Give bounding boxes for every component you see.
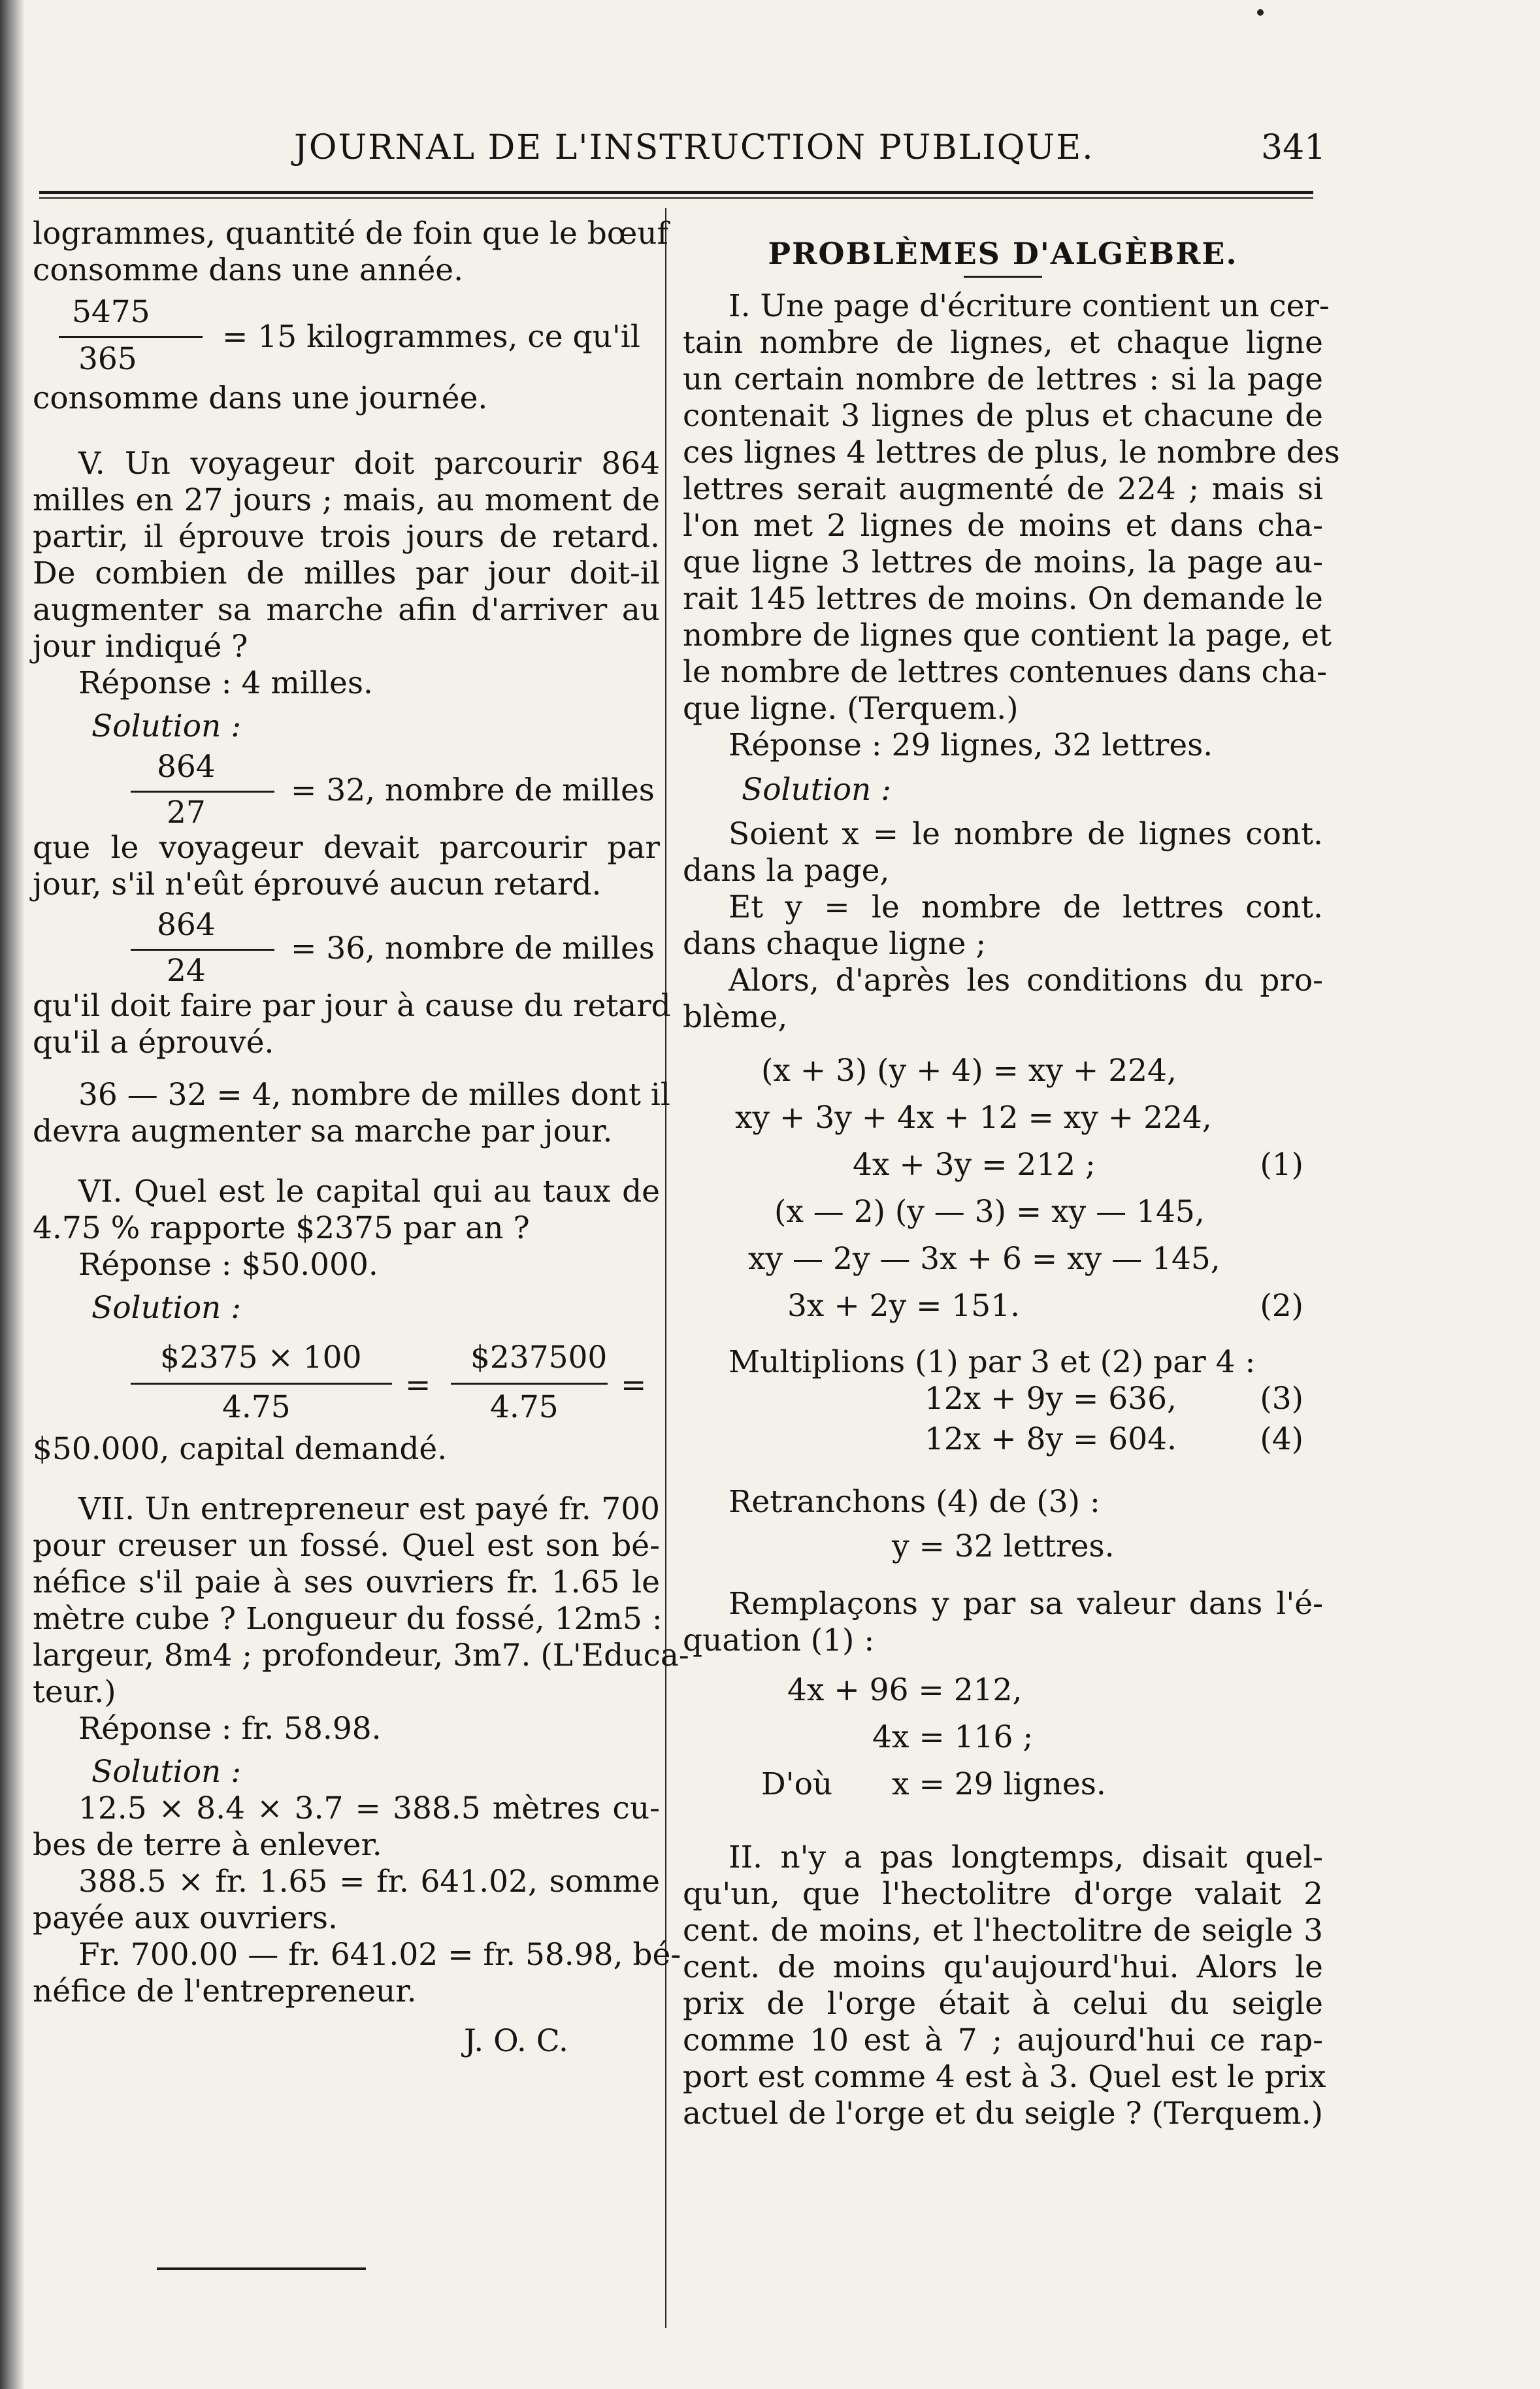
problem-i-line: nombre de lignes que contient la page, et bbox=[683, 618, 1332, 653]
answer-line: Réponse : 29 lignes, 32 lettres. bbox=[729, 727, 1213, 763]
section-heading: PROBLÈMES D'ALGÈBRE. bbox=[768, 236, 1238, 271]
problem-v-line: partir, il éprouve trois jours de retard. bbox=[33, 519, 660, 555]
text-line: Multiplions (1) par 3 et (2) par 4 : bbox=[729, 1344, 1256, 1380]
text-line: qu'il doit faire par jour à cause du retard bbox=[33, 988, 671, 1024]
equation-text: (x — 2) (y — 3) = xy — 145, bbox=[774, 1194, 1205, 1230]
header-rule bbox=[39, 191, 1313, 194]
text-line: devra augmenter sa marche par jour. bbox=[33, 1113, 613, 1149]
text-line: que le voyageur devait parcourir par bbox=[33, 830, 660, 866]
equals-sign: = bbox=[621, 1367, 647, 1403]
equation-number: (4) bbox=[1260, 1421, 1303, 1457]
problem-vi-line: 4.75 % rapporte $2375 par an ? bbox=[33, 1210, 530, 1246]
header-rule-thin bbox=[39, 197, 1313, 199]
column-divider bbox=[665, 208, 666, 2328]
page-number: 341 bbox=[1261, 128, 1326, 167]
solution-label: Solution : bbox=[742, 772, 892, 808]
equation-line bbox=[683, 1672, 1323, 1719]
equation-line bbox=[683, 1288, 1323, 1335]
fraction-denominator: 4.75 bbox=[222, 1389, 291, 1425]
problem-ii-line: cent. de moins, et l'hectolitre de seigle 3 bbox=[683, 1913, 1323, 1949]
fraction-numerator: 864 bbox=[157, 907, 216, 943]
answer-line: Réponse : fr. 58.98. bbox=[78, 1711, 382, 1747]
equation-text: 12x + 9y = 636, bbox=[925, 1381, 1177, 1417]
problem-i-line: que ligne. (Terquem.) bbox=[683, 691, 1019, 727]
problem-vii-line: pour creuser un fossé. Quel est son bé- bbox=[33, 1528, 660, 1564]
heading-rule bbox=[964, 276, 1042, 278]
fraction-864-27 bbox=[33, 745, 660, 830]
text-line: dans la page, bbox=[683, 853, 890, 889]
fraction-denominator: 27 bbox=[167, 795, 206, 831]
problem-i-line: contenait 3 lignes de plus et chacune de bbox=[683, 398, 1323, 434]
equation-text: 4x = 116 ; bbox=[872, 1719, 1034, 1755]
problem-i-line: rait 145 lettres de moins. On demande le bbox=[683, 581, 1323, 617]
fraction-5475-365 bbox=[33, 289, 660, 380]
fraction-bar bbox=[131, 791, 274, 793]
problem-vii-line: mètre cube ? Longueur du fossé, 12m5 : bbox=[33, 1601, 663, 1637]
equation-line bbox=[683, 1100, 1323, 1147]
problem-v-line: jour indiqué ? bbox=[33, 629, 248, 665]
problem-i-line: un certain nombre de lettres : si la page bbox=[683, 361, 1323, 397]
solution-label: Solution : bbox=[91, 1290, 242, 1326]
equation-text: (x + 3) (y + 4) = xy + 224, bbox=[761, 1053, 1177, 1089]
fraction-numerator: $237500 bbox=[470, 1340, 608, 1376]
text-line: 36 — 32 = 4, nombre de milles dont il bbox=[78, 1077, 670, 1113]
running-title: JOURNAL DE L'INSTRUCTION PUBLIQUE. bbox=[294, 128, 1094, 167]
equals-sign: = bbox=[405, 1367, 431, 1403]
equation-line bbox=[683, 1147, 1323, 1194]
text-line: Fr. 700.00 — fr. 641.02 = fr. 58.98, bé- bbox=[78, 1937, 681, 1973]
equation-line bbox=[683, 1241, 1323, 1288]
text-line: logrammes, quantité de foin que le bœuf bbox=[33, 216, 668, 252]
text-line: blème, bbox=[683, 999, 788, 1035]
equation-text: y = 32 lettres. bbox=[892, 1528, 1115, 1564]
fraction-bar bbox=[131, 1383, 392, 1385]
text-line: consomme dans une journée. bbox=[33, 380, 488, 416]
problem-i-line: le nombre de lettres contenues dans cha- bbox=[683, 654, 1327, 690]
fraction-result: = 15 kilogrammes, ce qu'il bbox=[222, 319, 640, 355]
text-line: Remplaçons y par sa valeur dans l'é- bbox=[729, 1586, 1323, 1622]
problem-ii-line: II. n'y a pas longtemps, disait quel- bbox=[729, 1839, 1323, 1875]
solution-label: Solution : bbox=[91, 1754, 242, 1790]
problem-i-line: lettres serait augmenté de 224 ; mais si bbox=[683, 471, 1323, 507]
problem-ii-line: qu'un, que l'hectolitre d'orge valait 2 bbox=[683, 1876, 1323, 1912]
ink-speck bbox=[1257, 9, 1264, 16]
equation-number: (1) bbox=[1260, 1147, 1303, 1183]
equation-line bbox=[683, 1421, 1323, 1462]
fraction-capital bbox=[33, 1326, 660, 1431]
equation-label: D'où bbox=[761, 1766, 833, 1802]
fraction-bar bbox=[131, 949, 274, 951]
fraction-result: = 36, nombre de milles bbox=[291, 931, 655, 966]
text-line: 388.5 × fr. 1.65 = fr. 641.02, somme bbox=[78, 1864, 660, 1900]
equation-text: xy — 2y — 3x + 6 = xy — 145, bbox=[748, 1241, 1221, 1277]
text-line: $50.000, capital demandé. bbox=[33, 1431, 448, 1467]
equation-line bbox=[683, 1528, 1323, 1575]
equation-line bbox=[683, 1719, 1323, 1766]
fraction-denominator: 4.75 bbox=[490, 1389, 559, 1425]
text-line: Alors, d'après les conditions du pro- bbox=[729, 963, 1323, 998]
problem-i-line: l'on met 2 lignes de moins et dans cha- bbox=[683, 508, 1323, 544]
text-line: Soient x = le nombre de lignes cont. bbox=[729, 816, 1323, 852]
equation-line bbox=[683, 1053, 1323, 1100]
text-line: Et y = le nombre de lettres cont. bbox=[729, 889, 1323, 925]
equation-text: x = 29 lignes. bbox=[892, 1766, 1106, 1802]
problem-vii-line: VII. Un entrepreneur est payé fr. 700 bbox=[78, 1491, 660, 1527]
page-edge-shadow bbox=[0, 0, 25, 2389]
equation-number: (2) bbox=[1260, 1288, 1303, 1324]
left-column bbox=[33, 216, 689, 2060]
fraction-denominator: 365 bbox=[78, 341, 137, 377]
fraction-bar bbox=[451, 1383, 608, 1385]
answer-line: Réponse : $50.000. bbox=[78, 1247, 378, 1283]
equation-text: 4x + 96 = 212, bbox=[787, 1672, 1023, 1708]
problem-vi-line: VI. Quel est le capital qui au taux de bbox=[78, 1174, 660, 1210]
problem-i-line: I. Une page d'écriture contient un cer- bbox=[729, 288, 1330, 324]
text-line: quation (1) : bbox=[683, 1623, 875, 1658]
text-line: 12.5 × 8.4 × 3.7 = 388.5 mètres cu- bbox=[78, 1790, 660, 1826]
text-line: jour, s'il n'eût éprouvé aucun retard. bbox=[33, 866, 602, 902]
fraction-numerator: $2375 × 100 bbox=[160, 1340, 362, 1376]
equation-number: (3) bbox=[1260, 1381, 1303, 1417]
fraction-denominator: 24 bbox=[167, 953, 206, 989]
equation-line bbox=[683, 1766, 1323, 1813]
problem-i-line: ces lignes 4 lettres de plus, le nombre des bbox=[683, 435, 1340, 470]
problem-v-line: De combien de milles par jour doit-il bbox=[33, 555, 660, 591]
problem-v-line: augmenter sa marche afin d'arriver au bbox=[33, 592, 660, 628]
text-line: Retranchons (4) de (3) : bbox=[729, 1484, 1100, 1520]
problem-ii-line: actuel de l'orge et du seigle ? (Terquem.) bbox=[683, 2096, 1323, 2132]
problem-v-line: milles en 27 jours ; mais, au moment de bbox=[33, 482, 660, 518]
text-line: qu'il a éprouvé. bbox=[33, 1025, 274, 1061]
problem-i-line: que ligne 3 lettres de moins, la page au- bbox=[683, 544, 1323, 580]
problem-ii-line: comme 10 est à 7 ; aujourd'hui ce rap- bbox=[683, 2022, 1323, 2058]
fraction-numerator: 5475 bbox=[72, 294, 150, 330]
equation-text: xy + 3y + 4x + 12 = xy + 224, bbox=[735, 1100, 1212, 1136]
equation-text: 12x + 8y = 604. bbox=[925, 1421, 1177, 1457]
problem-i-line: tain nombre de lignes, et chaque ligne bbox=[683, 325, 1323, 361]
fraction-result: = 32, nombre de milles bbox=[291, 772, 655, 808]
equation-text: 3x + 2y = 151. bbox=[787, 1288, 1021, 1324]
text-line: bes de terre à enlever. bbox=[33, 1827, 382, 1863]
page-header bbox=[0, 128, 1540, 174]
problem-v-line: V. Un voyageur doit parcourir 864 bbox=[78, 446, 660, 482]
equation-line bbox=[683, 1381, 1323, 1421]
fraction-864-24 bbox=[33, 903, 660, 988]
problem-ii-line: prix de l'orge était à celui du seigle bbox=[683, 1986, 1323, 2022]
problem-ii-line: cent. de moins qu'aujourd'hui. Alors le bbox=[683, 1949, 1323, 1985]
end-rule bbox=[157, 2267, 366, 2270]
text-line: néfice de l'entrepreneur. bbox=[33, 1973, 417, 2009]
right-column bbox=[683, 216, 1340, 2132]
problem-vii-line: teur.) bbox=[33, 1674, 116, 1710]
equation-text: 4x + 3y = 212 ; bbox=[853, 1147, 1096, 1183]
signature: J. O. C. bbox=[464, 2023, 568, 2059]
equation-line bbox=[683, 1194, 1323, 1241]
problem-ii-line: port est comme 4 est à 3. Quel est le prix bbox=[683, 2059, 1326, 2095]
text-line: dans chaque ligne ; bbox=[683, 926, 987, 962]
text-line: payée aux ouvriers. bbox=[33, 1900, 338, 1936]
text-line: consomme dans une année. bbox=[33, 252, 464, 288]
fraction-numerator: 864 bbox=[157, 749, 216, 785]
problem-vii-line: néfice s'il paie à ses ouvriers fr. 1.65 le bbox=[33, 1564, 660, 1600]
problem-vii-line: largeur, 8m4 ; profondeur, 3m7. (L'Educa- bbox=[33, 1638, 689, 1673]
solution-label: Solution : bbox=[91, 708, 242, 744]
fraction-bar bbox=[59, 336, 203, 338]
answer-line: Réponse : 4 milles. bbox=[78, 665, 373, 701]
